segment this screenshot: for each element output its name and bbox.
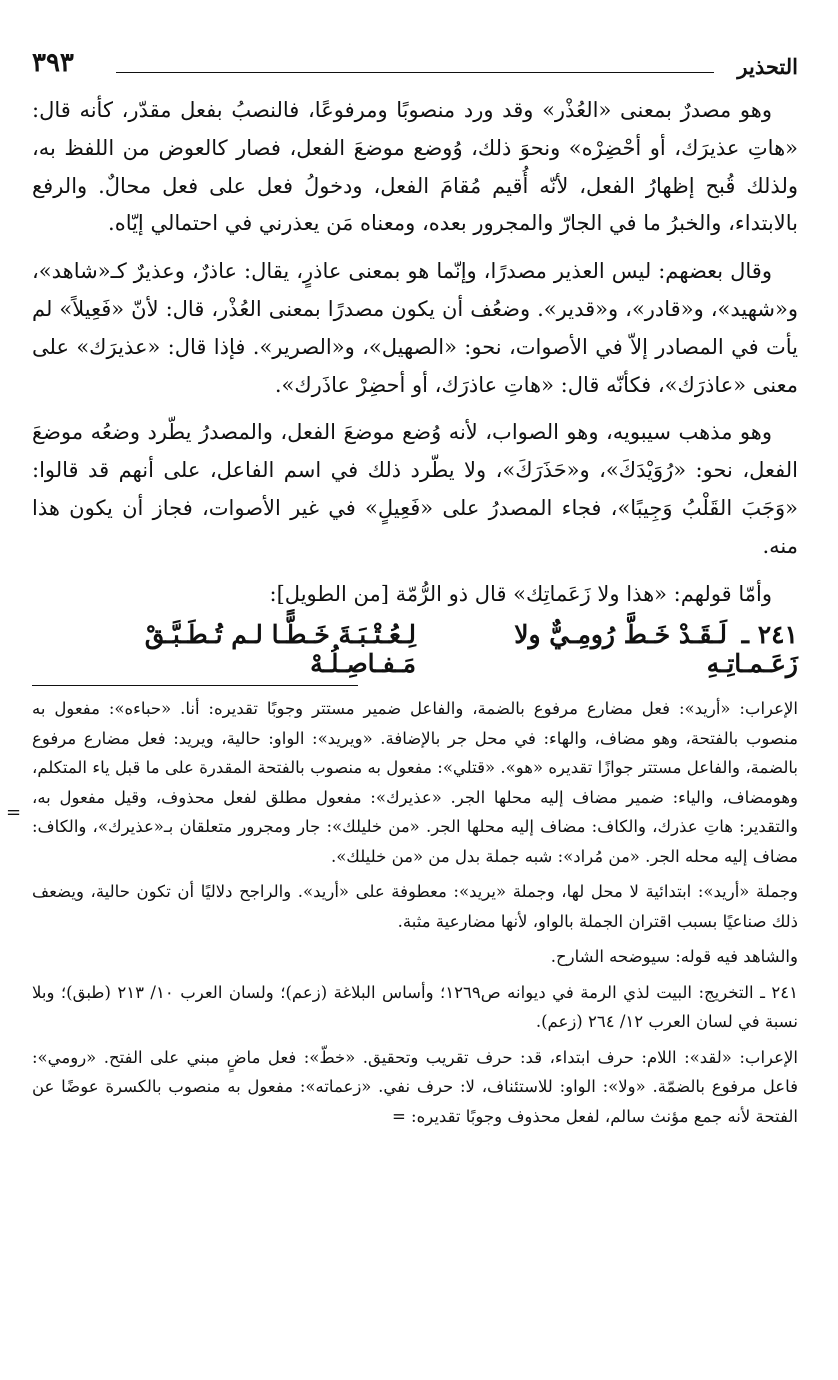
page-number: ٣٩٣ <box>32 48 74 78</box>
footnote-paragraph: ٢٤١ ـ التخريج: البيت لذي الرمة في ديوانه ص١٢٦٩؛ وأساس البلاغة (زعم)؛ ولسان العرب ١٠/ ٢١٣ (طبق)؛ وبلا نسبة في لسان العرب ١٢/ ٢٦٤ (زعم). <box>32 982 799 1032</box>
running-title: التحذير <box>737 54 798 79</box>
verse-second-hemistich: لِـعُـتْـبَـةَ خَـطًّـا لـم تُـطَـبَّـقْ مَـفـاصِـلُـهْ <box>144 620 416 679</box>
paragraph: وهو مصدرٌ بمعنى «العُذْر» وقد ورد منصوبًا ومرفوعًا، فالنصبُ بفعل مقدّر، كأنه قال: «هاتِ عذيرَك، أو أحْضِرْه» ونحوَ ذلك، وُوضع موضعَ الفعل، فصار كالعوض من اللفظ به، ولذلك قُبح إظهارُ الفعل، لأنّه أُقيم مُقامَ الفعل، ودخولُ فعل على فعل محالٌ. والرفع بالابتداء، والخبرُ ما في الجارّ والمجرور بعده، ومعناه مَن يعذرني في احتمالي إيّاه. <box>32 98 798 236</box>
book-page <box>6 48 799 1368</box>
footnote-paragraph: والشاهد فيه قوله: سيوضحه الشارح. <box>550 947 798 967</box>
poetry-verse <box>32 620 798 679</box>
verse-first-hemistich: لَـقَـدْ خَـطَّ رُومِـيٌّ ولا زَعَـمـاتِـهِ <box>514 620 798 679</box>
footnote-paragraph: وجملة «أريد»: ابتدائية لا محل لها، وجملة «يريد»: معطوفة على «أريد». والراجح دلاليًا أن تكون حالية، ويضعف ذلك صناعيًا بسبب اقتران الجملة بالواو، لأنها مضارعية مثبة. <box>32 882 798 931</box>
main-text <box>32 92 798 679</box>
continuation-mark: = <box>6 802 22 823</box>
footnote-separator <box>32 685 358 686</box>
paragraph: وهو مذهب سيبويه، وهو الصواب، لأنه وُضع موضعَ الفعل، والمصدرُ يطّرد وضعُه موضعَ الفعل، نحو: «رُوَيْدَكَ»، و«حَذَرَكَ»، ولا يطّرد ذلك في اسم الفاعل، على أنهم قد قالوا: «وَجَبَ القَلْبُ وَجِيبًا»، فجاء المصدرُ على «فَعِيلٍ» في غير الأصوات، فجاز أن يكون هذا منه. <box>32 420 798 558</box>
footnotes <box>32 694 798 1131</box>
header-rule <box>116 72 714 73</box>
footnote-paragraph: الإعراب: «لقد»: اللام: حرف ابتداء، قد: حرف تقريب وتحقيق. «خطّ»: فعل ماضٍ مبني على الفتح. «رومي»: فاعل مرفوع بالضمّة. «ولا»: الواو: للاستئناف، لا: حرف نفي. «زعماته»: مفعول به منصوب بالكسرة عوضًا عن الفتحة لأنه جمع مؤنث سالم، لفعل محذوف وجوبًا تقديره: = <box>32 1047 798 1126</box>
footnote-paragraph: الإعراب: «أريد»: فعل مضارع مرفوع بالضمة، والفاعل ضمير مستتر وجوبًا تقديره: أنا. «حباءه»: مفعول به منصوب بالفتحة، وهو مضاف، والهاء: في محل جر بالإضافة. «ويريد»: الواو: حالية، ويريد: فعل مضارع مرفوع بالضمة، والفاعل مستتر جوازًا تقديره «هو». «قتلي»: مفعول به منصوب بالفتحة المقدرة على ما قبل ياء المتكلم، وهومضاف، والياء: ضمير مضاف إليه محلها الجر. «عذيرك»: مفعول مطلق لفعل محذوف، وقيل مفعول به، والتقدير: هاتِ عذرك، والكاف: مضاف إليه محلها الجر. «من خليلك»: جار ومجرور متعلقان بـ«عذيرك»، والكاف: مضاف إليه محله الجر. «من مُراد»: شبه جملة بدل من «من خليلك». <box>32 699 798 866</box>
page-header <box>32 48 798 92</box>
paragraph: وقال بعضهم: ليس العذير مصدرًا، وإنّما هو بمعنى عاذرٍ، يقال: عاذرٌ، وعذيرٌ كـ«شاهد»، و«شهيد»، و«قادر»، و«قدير». وضعُف أن يكون مصدرًا بمعنى العُذْر، قال: لأنّ «فَعِيلاً» لم يأت في المصادر إلاّ في الأصوات، نحو: «الصهيل»، و«الصرير». فإذا قال: «عذيرَك» على معنى «عاذرَك»، فكأنّه قال: «هاتِ عاذرَك، أو أحضِرْ عاذَرك». <box>32 259 798 397</box>
paragraph: وأمّا قولهم: «هذا ولا زَعَماتِك» قال ذو الرُّمّة [من الطويل]: <box>269 581 772 606</box>
verse-number: ٢٤١ ـ <box>741 620 798 650</box>
